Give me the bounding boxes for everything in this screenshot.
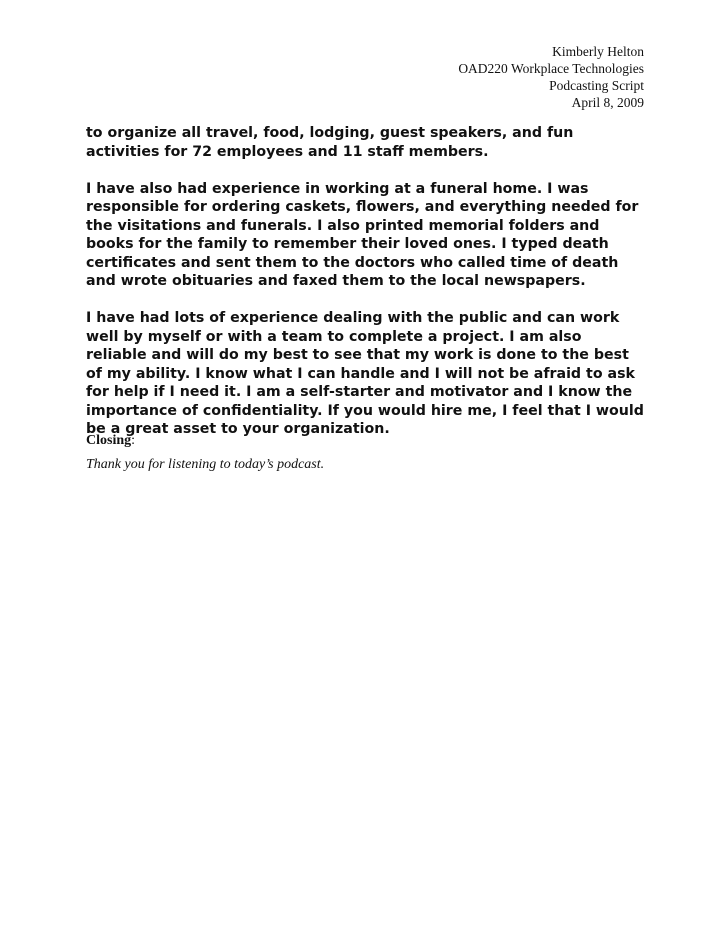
- closing-heading: [86, 432, 135, 450]
- body-paragraph-1: to organize all travel, food, lodging, guest speakers, and fun activities for 72 employees and 11 staff members.: [86, 125, 574, 160]
- closing-label: Closing: [86, 433, 132, 448]
- course-name: OAD220 Workplace Technologies: [458, 61, 644, 76]
- closing-colon: :: [131, 433, 136, 448]
- document-type: Podcasting Script: [549, 78, 644, 93]
- closing-text: Thank you for listening to today’s podcast.: [86, 457, 325, 472]
- script-body: [86, 124, 666, 457]
- document-header: [458, 43, 644, 111]
- document-date: April 8, 2009: [571, 95, 644, 110]
- author-name: Kimberly Helton: [552, 44, 644, 59]
- body-paragraph-3: I have had lots of experience dealing with the public and can work well by myself or with a team to complete a project. I am also reliable and will do my best to see that my work is done to the best of my ability. I know what I can handle and I will not be afraid to ask for help if I need it. I am a self-starter and motivator and I know the importance of confidentiality. If you would hire me, I feel that I would be a great asset to your organization.: [86, 310, 644, 437]
- body-paragraph-2: I have also had experience in working at a funeral home. I was responsible for ordering caskets, flowers, and everything needed for the visitations and funerals. I also printed memorial folders and books for the family to remember their loved ones. I typed death certificates and sent them to the doctors who called time of death and wrote obituaries and faxed them to the local newspapers.: [86, 180, 639, 289]
